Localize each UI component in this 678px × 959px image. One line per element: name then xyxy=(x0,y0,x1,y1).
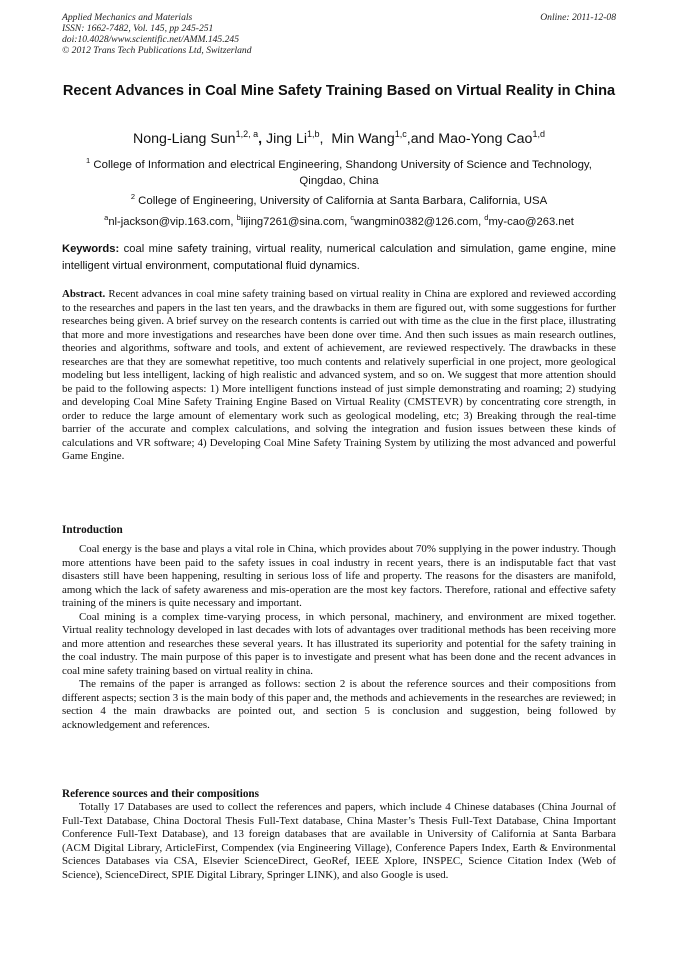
author-affiliation-marker: 1,b xyxy=(307,129,320,139)
keywords xyxy=(62,241,616,274)
introduction-body xyxy=(62,543,616,732)
email-address[interactable]: my-cao@263.net xyxy=(488,216,574,228)
keywords-text: coal mine safety training, virtual reality, numerical calculation and simulation, game engine, mine intelligent virtual environment, computational fluid dynamics. xyxy=(62,243,617,272)
affiliation-text: College of Information and electrical Engineering, Shandong University of Science and Technology, Qingdao, China xyxy=(93,159,592,187)
paper-title: Recent Advances in Coal Mine Safety Training Based on Virtual Reality in China xyxy=(62,83,616,99)
author-list: Nong-Liang Sun$^{1,2, a}$, Jing Li$^{1,b}$, Min Wang$^{1,c}$,and Mao-Yong Cao$^{1,d}$ xyxy=(133,129,545,147)
reference-sources-body xyxy=(62,801,616,882)
email-marker: d xyxy=(484,213,489,222)
affiliation-2 xyxy=(80,193,598,209)
affiliation-1 xyxy=(80,157,598,189)
abstract-text: Recent advances in coal mine safety training based on virtual reality in China are explored and reviewed according to the researches and papers in the last ten years, and the drawbacks in them are figured out, with some suggestions for further researches being given. A brief survey on the research contents is carried out with time as the clue in the first place, illustrating that more and more investigations and researches have been done over time. And then such issues as main research outlines, theories and algorithms, software and tools, and extent of achievement, are reviewed respectively. The drawbacks in these researches are that they are somewhat repetitive, too much contents and relatively superficial in one project, more geological modeling but less intelligent, lacking of high realistic and advanced system, and so on. We suggest that more attention should be paid to the following aspects: 1) More intelligent functions instead of just simple demonstrating and roaming; 2) studying and developing Coal Mine Safety Training Engine Based on Virtual Reality (CMSTEVR) by concentrating core strength, in order to reduce the large amount of elementary work such as geological modeling, etc; 3) Breaking through the real-time barrier of the accurate and complex calculations, and solving the integration and fusion issues between these kinds of calculations and VR software; 4) Developing Coal Mine Safety Training System by utilizing the most advanced and powerful Game Engine. xyxy=(62,288,616,462)
section-heading-reference-sources: Reference sources and their compositions xyxy=(62,788,260,800)
journal-name: Applied Mechanics and Materials xyxy=(62,12,193,23)
journal-issn: ISSN: 1662-7482, Vol. 145, pp 245-251 xyxy=(62,23,214,34)
affiliation-marker: 1 xyxy=(86,156,91,165)
paragraph: Coal energy is the base and plays a vital role in China, which provides about 70% supplying in the power industry. Though more attentions have been paid to the safety issues in coal industry in recent years, there is an indisputable fact that vast disasters still have been happening, resulting in serious loss of life and property. The reasons for the disasters are manifold, among which the lack of safety awareness and mis-operation are the most key factors. Therefore, rational and effective safety training of the miners is quite necessary and important. xyxy=(62,543,616,609)
email-marker: b xyxy=(236,213,241,222)
author-affiliation-marker: 1,d xyxy=(532,129,545,139)
journal-doi: doi:10.4028/www.scientific.net/AMM.145.245 xyxy=(62,34,240,45)
email-list xyxy=(62,214,616,230)
affiliation-text: College of Engineering, University of California at Santa Barbara, California, USA xyxy=(138,195,548,207)
author-name: and Mao-Yong Cao xyxy=(410,131,533,147)
paragraph: Totally 17 Databases are used to collect the references and papers, which include 4 Chinese databases (China Journal of Full-Text Database, China Doctoral Thesis Full-Text database, China Master’s Thesis Full-Text Database, China Important Conference Full-Text Database), and 13 foreign databases that are available in University of California at Santa Barbara (ACM Digital Library, ArticleFirst, Compendex (via Engineering Village), Conference Papers Index, Earth & Environmental Sciences Databases via CSA, Elsevier ScienceDirect, GeoRef, IEEE Xplore, INSPEC, Science Citation Index (Web of Science), ScienceDirect, SPIE Digital Library, Springer LINK), and also Google is used. xyxy=(62,801,616,881)
abstract-label: Abstract. xyxy=(62,288,106,300)
author-affiliation-marker: 1,c xyxy=(394,129,407,139)
paragraph: Coal mining is a complex time-varying process, in which personal, machinery, and environment are mixed together. Virtual reality technology developed in last decades with lots of advantages over traditional methods has been receiving more and more attention and researches these several years. It has illustrated its superiority and potential for the safety training in the coal industry. The main purpose of this paper is to investigate and present what has been done and the recent advances in coal mine safety training based on virtual reality in china. xyxy=(62,610,616,677)
author-name: Min Wang xyxy=(331,131,395,147)
affiliation-marker: 2 xyxy=(130,192,135,201)
journal-copyright: © 2012 Trans Tech Publications Ltd, Switzerland xyxy=(62,45,252,56)
keywords-label: Keywords: xyxy=(62,243,120,255)
author-name: Nong-Liang Sun xyxy=(133,131,236,147)
author-name: Jing Li xyxy=(266,131,308,147)
email-address[interactable]: lijing7261@sina.com, xyxy=(240,216,348,228)
section-heading-introduction: Introduction xyxy=(62,524,123,536)
email-marker: a xyxy=(104,213,109,222)
online-date: Online: 2011-12-08 xyxy=(540,12,616,23)
abstract xyxy=(62,288,616,464)
email-address[interactable]: wangmin0382@126.com, xyxy=(354,216,482,228)
author-affiliation-marker: 1,2, a xyxy=(235,129,259,139)
paragraph: The remains of the paper is arranged as follows: section 2 is about the reference sources and their compositions from different aspects; section 3 is the main body of this paper and, the methods and achievements in the researches are reviewed; in section 4 the main drawbacks are pointed out, and section 5 is conclusion and suggestion, being followed by acknowledgement and references. xyxy=(62,678,616,731)
journal-header xyxy=(62,12,616,56)
email-address[interactable]: nl-jackson@vip.163.com, xyxy=(108,216,234,228)
email-marker: c xyxy=(350,213,355,222)
